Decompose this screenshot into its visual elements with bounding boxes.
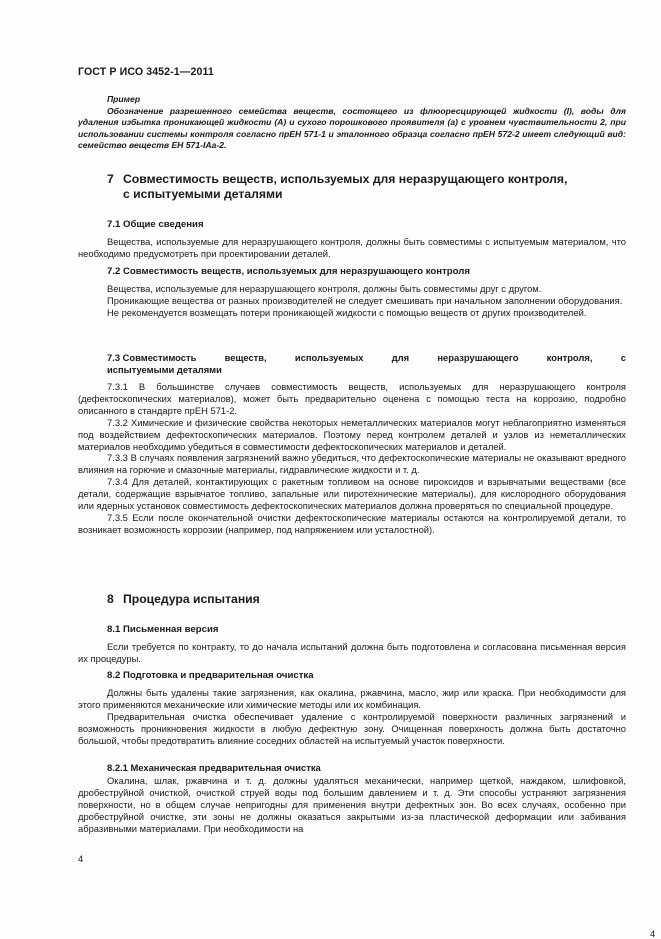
section-8-1-body [78, 641, 626, 665]
example-text: Обозначение разрешенного семейства веществ, состоящего из флюоресцирующей жидкости (I), воды для удаления избытка проникающей жидкости (А) и сухого порошкового проявителя (а) с уровнем чувствительности 2, при использовании системы контроля согласно прЕН 571-1 и эталонного образца согласно прЕН 572-2 имеет следующий вид: семейство веществ ЕН 571-IAa-2. [78, 105, 626, 151]
paragraph: 7.3.4 Для деталей, контактирующих с ракетным топливом на основе пироксидов и взрывчатыми веществами (все детали, содержащие взрывчатое топливо, запальные или пиротехнические материалы), для кислородного оборудования или ядерных установок совместимость дефектоскопических материалов должна проверяться по специальной процедуре. [78, 476, 626, 512]
example-title: Пример [107, 94, 141, 104]
page-number-right: 4 [650, 928, 656, 939]
paragraph: Вещества, используемые для неразрушающего контроля, должны быть совместимы с испытуемым материалом, что необходимо предусмотреть при проектировании деталей. [78, 236, 626, 259]
section-8-2-body [78, 687, 626, 747]
page-number-left: 4 [78, 853, 84, 864]
paragraph: 7.3.2 Химические и физические свойства некоторых неметаллических материалов могут неблагоприятно изменяться под воздействием дефектоскопических материалов. Поэтому перед контролем деталей и узлов из неметаллических материалов необходимо убедиться в совместимости дефектоскопических материалов и деталей. [78, 416, 626, 452]
section-7-3-heading: 7.3 Совместимость веществ, используемых для неразрушающего контроля, с испытуемыми деталями [107, 352, 626, 375]
section-7-1-heading: 7.1 Общие сведения [107, 219, 204, 230]
paragraph: Должны быть удалены такие загрязнения, как окалина, ржавчина, масло, жир или краска. При необходимости для этого применяются механические или химические методы или их комбинация. [78, 687, 626, 710]
section-7-heading: 7 Совместимость веществ, используемых для неразрущающего контроля, с испытуемыми деталями [107, 172, 568, 201]
paragraph: Если требуется по контракту, то до начала испытаний должна быть подготовлена и согласована письменная версия их процедуры. [78, 641, 626, 664]
section-8-2-1-body [78, 775, 626, 835]
paragraph: 7.3.1 В большинстве случаев совместимость веществ, используемых для неразрушающего контроля (дефектоскопических материалов), может быть предварительно оценена с помощью теста на коррозию, подробно описанного в стандарте прЕН 571-2. [78, 381, 626, 416]
paragraph: Вещества, используемые для неразрушающего контроля, должны быть совместимы друг с другом. [107, 283, 542, 294]
section-8-heading: 8 Процедура испытания [107, 592, 260, 606]
paragraph: 7.3.5 Если после окончательной очистки дефектоскопические материалы остаются на контролируемой детали, то возникает возможность коррозии (например, под напряжением или усталостной). [78, 511, 626, 535]
section-7-1-body [78, 236, 626, 260]
paragraph: 7.3.3 В случаях появления загрязнений важно убедиться, что дефектоскопические материалы не оказывают вредного влияния на горючие и смазочные материалы, гидравлические жидкости и т. д. [78, 452, 626, 476]
paragraph: Не рекомендуется возмещать потери проникающей жидкости с помощью веществ от других производителей. [107, 306, 587, 318]
example-note [78, 94, 626, 152]
section-8-2-heading: 8.2 Подготовка и предварительная очистка [107, 670, 314, 681]
paragraph: Предварительная очистка обеспечивает удаление с контролируемой поверхности различных загрязнений и возможность проникновения жидкости в любую дефектную зону. Очищенная поверхность должна быть достаточно большой, чтобы предотвратить влияние соседних областей на испытуемый участок поверхности. [78, 710, 626, 746]
section-8-2-1-heading: 8.2.1 Механическая предварительная очистка [107, 762, 321, 773]
paragraph: Проникающие вещества от разных производителей не следует смешивать при начальном заполнении оборудования. [107, 294, 623, 306]
section-7-3-body [78, 381, 626, 536]
paragraph: Окалина, шлак, ржавчина и т. д. должны удаляться механически, например щеткой, наждаком, шлифовкой, дробеструйной очисткой, очисткой струей воды под большим давлением и т. д. Эти способы устраняют загрязнения поверхности, но в общем случае непригодны для применения внутри дефектных зон. Во всех случаях, особенно при дробеструйной очистке, эти зоны не должны оказаться закрытыми из-за пластической деформации или забивания абразивными материалами. При необходимости на [78, 775, 626, 834]
section-7-2-body [78, 283, 626, 319]
section-8-1-heading: 8.1 Письменная версия [107, 624, 219, 635]
section-7-2-heading: 7.2 Совместимость веществ, используемых для неразрушающего контроля [107, 266, 470, 277]
standard-header: ГОСТ Р ИСО 3452-1—2011 [78, 66, 214, 78]
